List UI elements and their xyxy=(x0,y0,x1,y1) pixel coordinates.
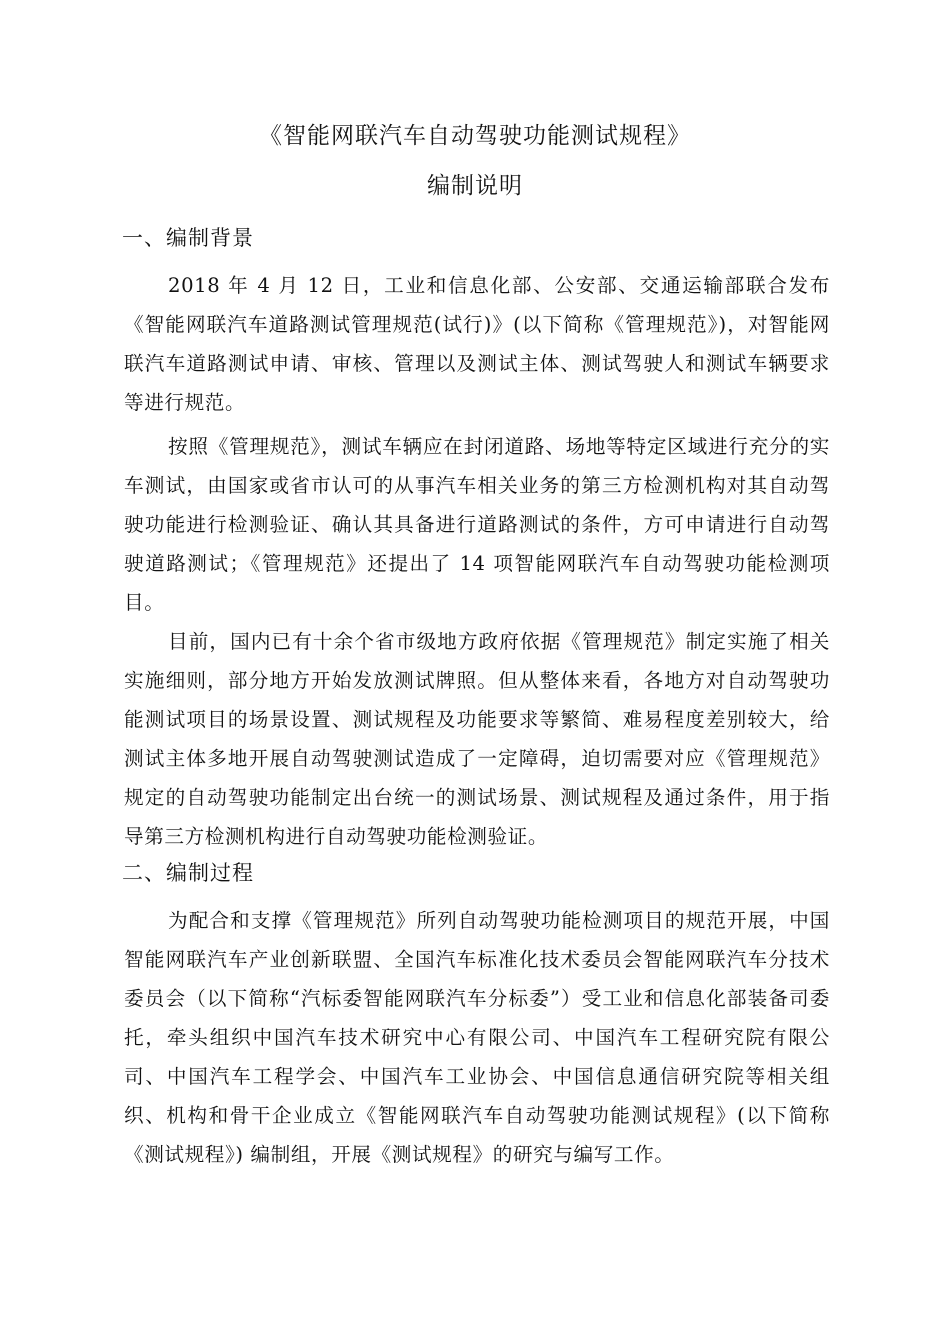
paragraph-background-2: 按照《管理规范》，测试车辆应在封闭道路、场地等特定区域进行充分的实车测试，由国家或省市认可的从事汽车相关业务的第三方检测机构对其自动驾驶功能进行检测验证、确认其具备进行道路测试的条件，方可申请进行自动驾驶道路测试；《管理规范》还提出了 14 项智能网联汽车自动驾驶功能检测项目。 xyxy=(124,435,830,614)
document-title: 《智能网联汽车自动驾驶功能测试规程》 xyxy=(259,123,691,149)
section-heading-process: 二、编制过程 xyxy=(122,861,254,885)
paragraph-background-3: 目前，国内已有十余个省市级地方政府依据《管理规范》制定实施了相关实施细则，部分地方开始发放测试牌照。但从整体来看，各地方对自动驾驶功能测试项目的场景设置、测试规程及功能要求等繁简、难易程度差别较大，给测试主体多地开展自动驾驶测试造成了一定障碍，迫切需要对应《管理规范》规定的自动驾驶功能制定出台统一的测试场景、测试规程及通过条件，用于指导第三方检测机构进行自动驾驶功能检测验证。 xyxy=(124,630,830,848)
paragraph-process-1: 为配合和支撑《管理规范》所列自动驾驶功能检测项目的规范开展，中国智能网联汽车产业创新联盟、全国汽车标准化技术委员会智能网联汽车分技术委员会（以下简称“汽标委智能网联汽车分标委”）受工业和信息化部装备司委托，牵头组织中国汽车技术研究中心有限公司、中国汽车工程研究院有限公司、中国汽车工程学会、中国汽车工业协会、中国信息通信研究院等相关组织、机构和骨干企业成立《智能网联汽车自动驾驶功能测试规程》(以下简称《测试规程》) 编制组，开展《测试规程》的研究与编写工作。 xyxy=(124,909,830,1166)
section-heading-background: 一、编制背景 xyxy=(122,226,254,250)
paragraph-background-1: 2018 年 4 月 12 日，工业和信息化部、公安部、交通运输部联合发布《智能网联汽车道路测试管理规范(试行)》(以下简称《管理规范》)，对智能网联汽车道路测试申请、审核、管理以及测试主体、测试驾驶人和测试车辆要求等进行规范。 xyxy=(124,274,830,414)
document-subtitle: 编制说明 xyxy=(427,173,523,199)
